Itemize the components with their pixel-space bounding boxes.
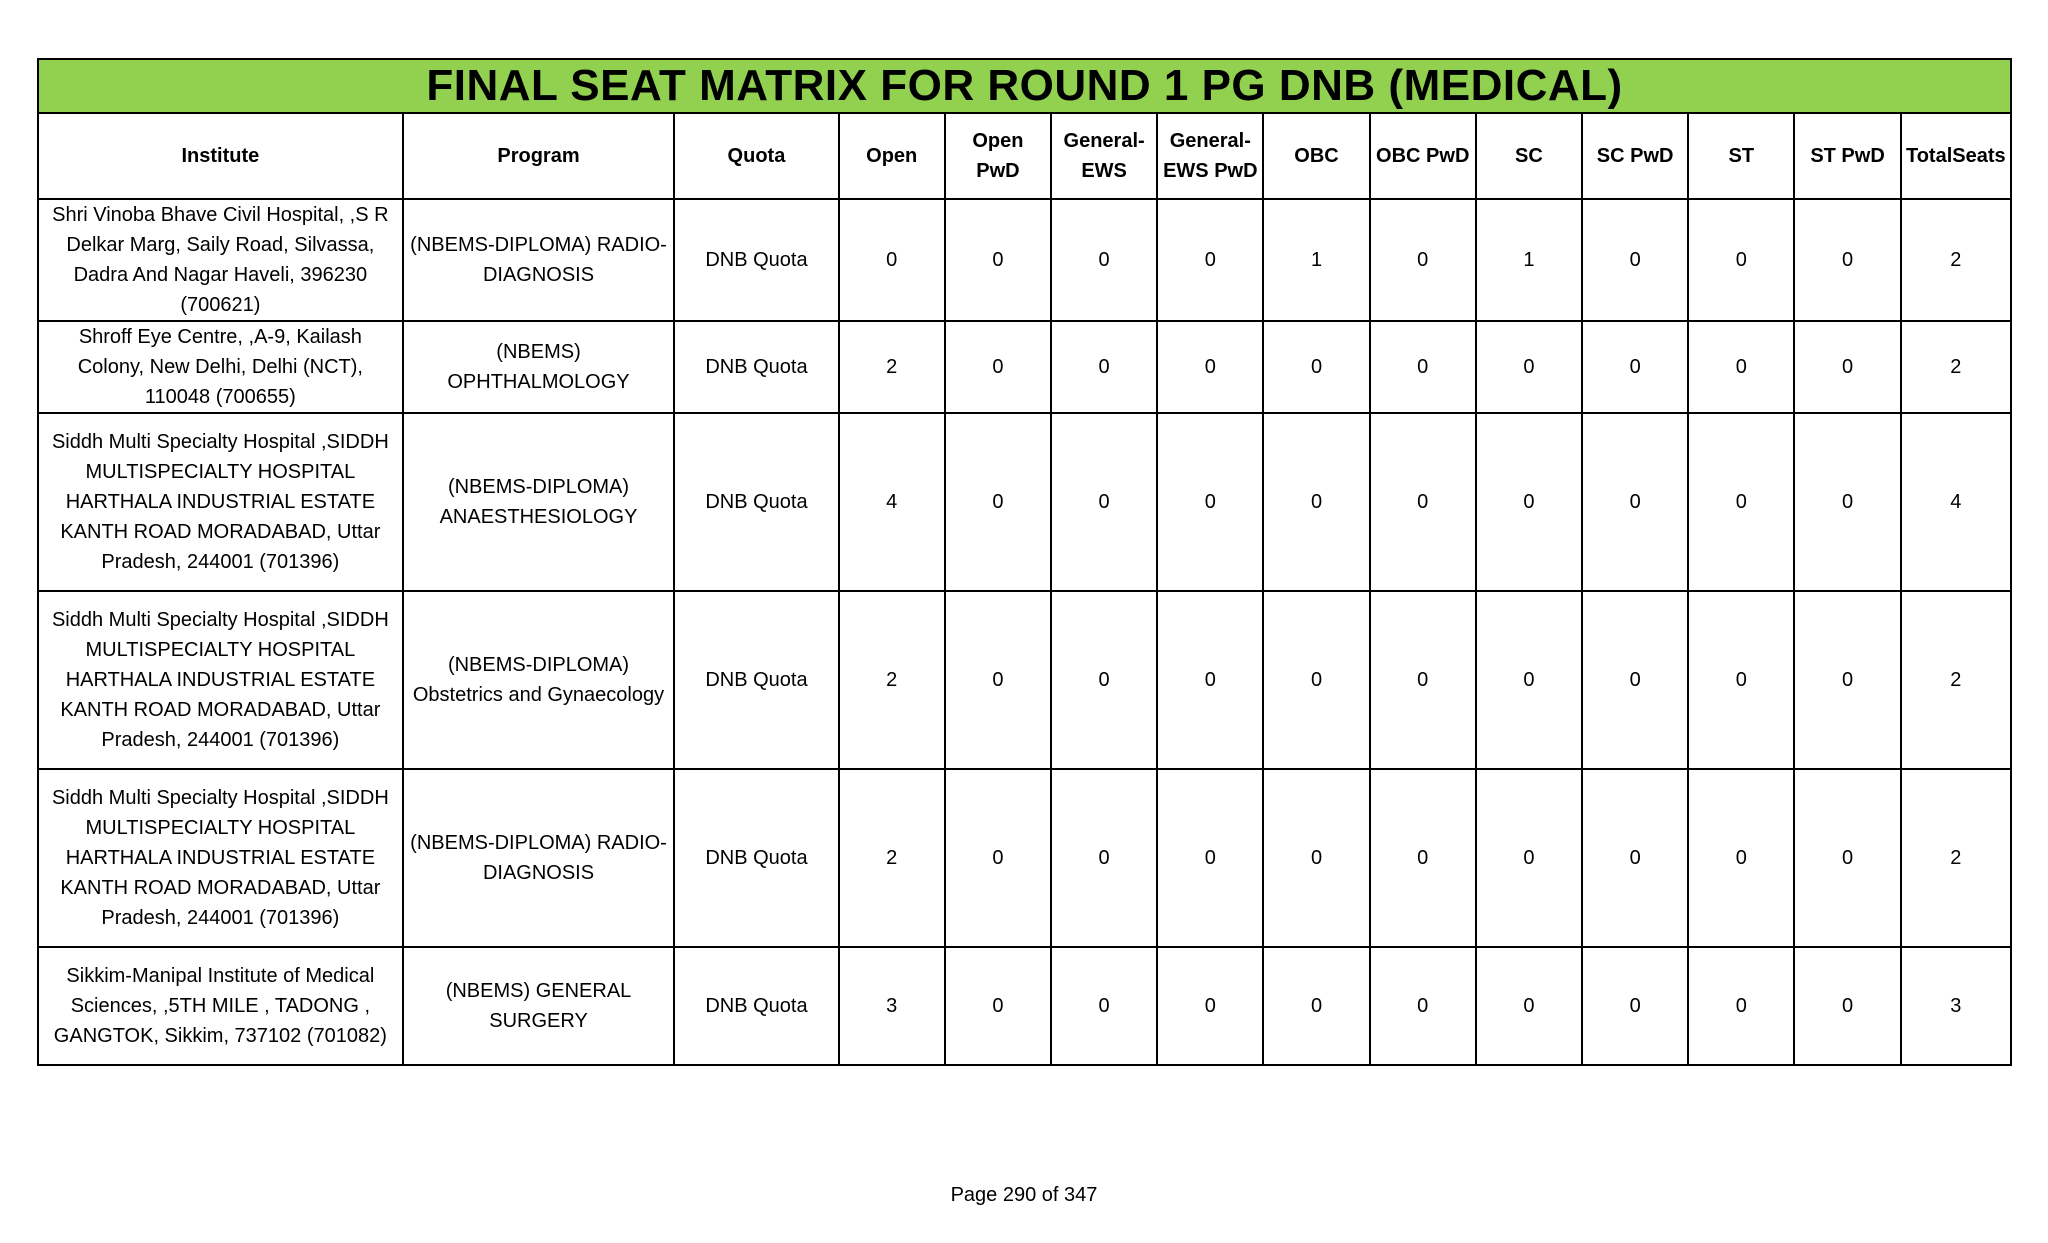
cell-open-pwd: 0 [945, 769, 1051, 947]
cell-open-pwd: 0 [945, 591, 1051, 769]
cell-sc: 0 [1476, 769, 1582, 947]
cell-obc: 0 [1263, 947, 1369, 1065]
cell-obc-pwd: 0 [1370, 199, 1476, 321]
cell-total-seats: 3 [1901, 947, 2011, 1065]
cell-program: (NBEMS) GENERAL SURGERY [403, 947, 675, 1065]
cell-open: 2 [839, 591, 945, 769]
cell-st: 0 [1688, 591, 1794, 769]
page-number: Page 290 of 347 [950, 1184, 1098, 1206]
cell-open: 3 [839, 947, 945, 1065]
table-row [38, 321, 2011, 413]
cell-obc-pwd: 0 [1370, 591, 1476, 769]
seat-matrix-table [37, 58, 2012, 1066]
table-row [38, 947, 2011, 1065]
cell-st-pwd: 0 [1794, 321, 1900, 413]
cell-program: (NBEMS-DIPLOMA) ANAESTHESIOLOGY [403, 413, 675, 591]
cell-obc: 1 [1263, 199, 1369, 321]
cell-open-pwd: 0 [945, 947, 1051, 1065]
table-row [38, 591, 2011, 769]
cell-sc-pwd: 0 [1582, 413, 1688, 591]
cell-obc: 0 [1263, 413, 1369, 591]
cell-general-ews: 0 [1051, 947, 1157, 1065]
cell-st-pwd: 0 [1794, 591, 1900, 769]
cell-program: (NBEMS) OPHTHALMOLOGY [403, 321, 675, 413]
cell-total-seats: 2 [1901, 769, 2011, 947]
cell-institute: Siddh Multi Specialty Hospital ,SIDDH MULTISPECIALTY HOSPITAL HARTHALA INDUSTRIAL ESTATE KANTH ROAD MORADABAD, Uttar Pradesh, 244001 (701396) [38, 769, 403, 947]
header-row [38, 113, 2011, 199]
header-general-ews-pwd: General-EWS PwD [1157, 113, 1263, 199]
header-total-seats: TotalSeats [1901, 113, 2011, 199]
cell-general-ews-pwd: 0 [1157, 199, 1263, 321]
cell-quota: DNB Quota [674, 321, 838, 413]
cell-obc: 0 [1263, 591, 1369, 769]
header-st-pwd: ST PwD [1794, 113, 1900, 199]
cell-general-ews-pwd: 0 [1157, 591, 1263, 769]
header-quota: Quota [674, 113, 838, 199]
cell-total-seats: 2 [1901, 321, 2011, 413]
cell-general-ews: 0 [1051, 321, 1157, 413]
cell-general-ews-pwd: 0 [1157, 947, 1263, 1065]
cell-sc: 0 [1476, 947, 1582, 1065]
cell-st: 0 [1688, 947, 1794, 1065]
cell-sc-pwd: 0 [1582, 199, 1688, 321]
cell-st-pwd: 0 [1794, 769, 1900, 947]
cell-obc-pwd: 0 [1370, 947, 1476, 1065]
cell-quota: DNB Quota [674, 591, 838, 769]
header-sc: SC [1476, 113, 1582, 199]
header-open-pwd: Open PwD [945, 113, 1051, 199]
cell-st: 0 [1688, 199, 1794, 321]
cell-total-seats: 2 [1901, 591, 2011, 769]
cell-general-ews: 0 [1051, 413, 1157, 591]
cell-sc-pwd: 0 [1582, 591, 1688, 769]
cell-general-ews-pwd: 0 [1157, 321, 1263, 413]
header-sc-pwd: SC PwD [1582, 113, 1688, 199]
table-row [38, 413, 2011, 591]
cell-sc-pwd: 0 [1582, 321, 1688, 413]
header-open: Open [839, 113, 945, 199]
cell-total-seats: 2 [1901, 199, 2011, 321]
cell-obc-pwd: 0 [1370, 769, 1476, 947]
cell-general-ews: 0 [1051, 591, 1157, 769]
header-st: ST [1688, 113, 1794, 199]
header-obc-pwd: OBC PwD [1370, 113, 1476, 199]
cell-general-ews: 0 [1051, 199, 1157, 321]
header-general-ews: General-EWS [1051, 113, 1157, 199]
cell-open: 4 [839, 413, 945, 591]
page-title: FINAL SEAT MATRIX FOR ROUND 1 PG DNB (MEDICAL) [38, 59, 2011, 113]
cell-st: 0 [1688, 769, 1794, 947]
table-row [38, 199, 2011, 321]
cell-institute: Shri Vinoba Bhave Civil Hospital, ,S R Delkar Marg, Saily Road, Silvassa, Dadra And Nagar Haveli, 396230 (700621) [38, 199, 403, 321]
cell-sc: 0 [1476, 591, 1582, 769]
cell-program: (NBEMS-DIPLOMA) RADIO-DIAGNOSIS [403, 769, 675, 947]
header-obc: OBC [1263, 113, 1369, 199]
cell-quota: DNB Quota [674, 199, 838, 321]
cell-obc: 0 [1263, 769, 1369, 947]
cell-quota: DNB Quota [674, 413, 838, 591]
header-institute: Institute [38, 113, 403, 199]
cell-general-ews: 0 [1051, 769, 1157, 947]
cell-program: (NBEMS-DIPLOMA) RADIO-DIAGNOSIS [403, 199, 675, 321]
cell-institute: Siddh Multi Specialty Hospital ,SIDDH MULTISPECIALTY HOSPITAL HARTHALA INDUSTRIAL ESTATE KANTH ROAD MORADABAD, Uttar Pradesh, 244001 (701396) [38, 413, 403, 591]
cell-quota: DNB Quota [674, 769, 838, 947]
cell-open-pwd: 0 [945, 199, 1051, 321]
cell-sc-pwd: 0 [1582, 947, 1688, 1065]
cell-sc: 0 [1476, 413, 1582, 591]
cell-sc: 0 [1476, 321, 1582, 413]
cell-st-pwd: 0 [1794, 413, 1900, 591]
cell-institute: Siddh Multi Specialty Hospital ,SIDDH MULTISPECIALTY HOSPITAL HARTHALA INDUSTRIAL ESTATE KANTH ROAD MORADABAD, Uttar Pradesh, 244001 (701396) [38, 591, 403, 769]
cell-quota: DNB Quota [674, 947, 838, 1065]
cell-general-ews-pwd: 0 [1157, 769, 1263, 947]
cell-sc: 1 [1476, 199, 1582, 321]
cell-obc: 0 [1263, 321, 1369, 413]
cell-st-pwd: 0 [1794, 199, 1900, 321]
cell-sc-pwd: 0 [1582, 769, 1688, 947]
cell-open: 2 [839, 769, 945, 947]
cell-obc-pwd: 0 [1370, 413, 1476, 591]
cell-open: 0 [839, 199, 945, 321]
cell-open-pwd: 0 [945, 413, 1051, 591]
cell-st: 0 [1688, 413, 1794, 591]
cell-institute: Shroff Eye Centre, ,A-9, Kailash Colony, New Delhi, Delhi (NCT), 110048 (700655) [38, 321, 403, 413]
cell-general-ews-pwd: 0 [1157, 413, 1263, 591]
header-program: Program [403, 113, 675, 199]
cell-open: 2 [839, 321, 945, 413]
cell-program: (NBEMS-DIPLOMA) Obstetrics and Gynaecology [403, 591, 675, 769]
cell-obc-pwd: 0 [1370, 321, 1476, 413]
cell-institute: Sikkim-Manipal Institute of Medical Sciences, ,5TH MILE , TADONG , GANGTOK, Sikkim, 737102 (701082) [38, 947, 403, 1065]
cell-open-pwd: 0 [945, 321, 1051, 413]
cell-st-pwd: 0 [1794, 947, 1900, 1065]
cell-total-seats: 4 [1901, 413, 2011, 591]
cell-st: 0 [1688, 321, 1794, 413]
table-row [38, 769, 2011, 947]
